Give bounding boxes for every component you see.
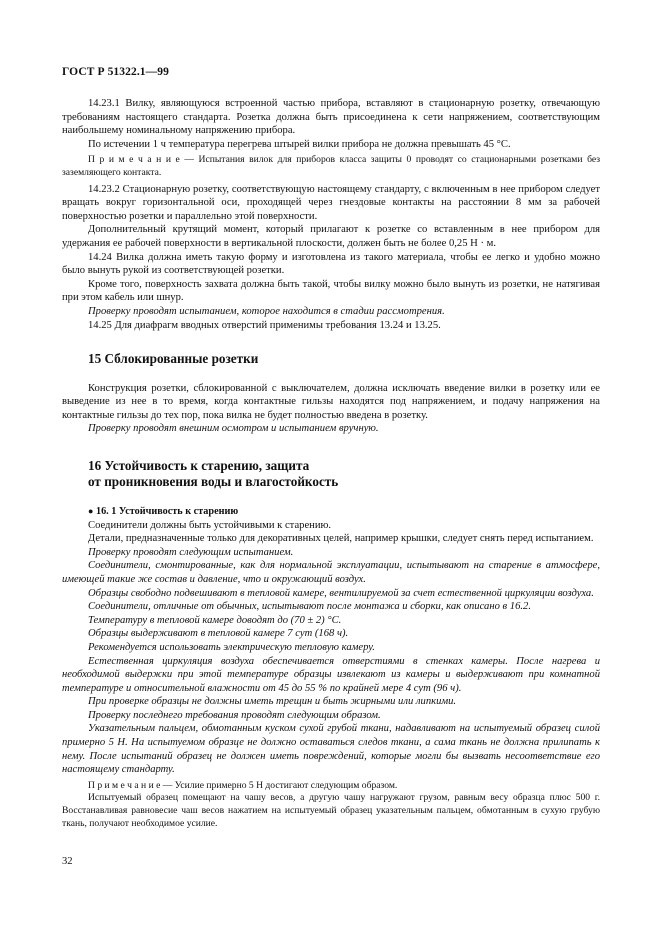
document-header: ГОСТ Р 51322.1—99 bbox=[62, 66, 169, 78]
paragraph: 14.23.2 Стационарную розетку, соответствующую настоящему стандарту, с включенным в нее прибором следует вращать вокруг горизонтальной оси, проходящей через гнездовые контакты на расстоянии 8 мм за рабочей поверхностью розетки и параллельно этой поверхности. bbox=[62, 183, 600, 222]
italic-paragraph: Образцы свободно подвешивают в тепловой камере, вентилируемой за счет естественной циркуляции воздуха. bbox=[88, 587, 594, 599]
italic-paragraph: При проверке образцы не должны иметь трещин и быть жирными или липкими. bbox=[88, 696, 457, 708]
paragraph: Детали, предназначенные только для декоративных целей, например крышки, следует снять перед испытанием. bbox=[88, 533, 594, 545]
section-heading-line: 16 Устойчивость к старению, защита bbox=[88, 457, 310, 473]
italic-paragraph: Образцы выдерживают в тепловой камере 7 сут (168 ч). bbox=[88, 628, 349, 640]
paragraph: Кроме того, поверхность захвата должна быть такой, чтобы вилку можно было вынуть из розетки, не натягивая при этом кабель или шнур. bbox=[62, 278, 600, 304]
page-content bbox=[62, 97, 600, 830]
italic-paragraph: Проверку проводят следующим испытанием. bbox=[88, 546, 294, 558]
paragraph: Дополнительный крутящий момент, который прилагают к розетке со вставленным в нее прибором для удержания ее рабочей поверхности в вертикальной плоскости, должен быть не более 0,25 Н · м. bbox=[62, 224, 600, 249]
note: П р и м е ч а н и е — Испытания вилок для приборов класса защиты 0 проводят со стационарными розетками без заземляющего контакта. bbox=[62, 154, 600, 178]
check-method: Проверку проводят внешним осмотром и испытанием вручную. bbox=[88, 423, 379, 435]
note: П р и м е ч а н и е — Усилие примерно 5 Н достигают следующим образом. bbox=[88, 779, 398, 791]
page-number: 32 bbox=[62, 856, 73, 867]
subsection-heading bbox=[88, 505, 600, 519]
italic-paragraph: Проверку последнего требования проводят следующим образом. bbox=[88, 709, 381, 721]
italic-paragraph: Соединители, смонтированные, как для нормальной эксплуатации, испытывают на старение в атмосфере, имеющей такие же состав и давление, что и окружающий воздух. bbox=[62, 560, 600, 585]
subsection-title: 16. 1 Устойчивость к старению bbox=[95, 505, 239, 517]
note-paragraph: Испытуемый образец помещают на чашу весов, а другую чашу нагружают грузом, равным весу образца плюс 500 г. Восстанавливая равновесие чаш весов нажатием на испытуемый образец указательным пальцем, обмотанным в сухую грубую ткань, получают необходимое усилие. bbox=[62, 792, 600, 829]
paragraph: 14.25 Для диафрагм вводных отверстий применимы требования 13.24 и 13.25. bbox=[88, 319, 441, 331]
paragraph: По истечении 1 ч температура перегрева штырей вилки прибора не должна превышать 45 °С. bbox=[88, 138, 511, 150]
section-heading-line: от проникновения воды и влагостойкость bbox=[88, 474, 339, 490]
check-method: Проверку проводят испытанием, которое находится в стадии рассмотрения. bbox=[88, 305, 445, 317]
paragraph: 14.23.1 Вилку, являющуюся встроенной частью прибора, вставляют в стационарную розетку, отвечающую требованиям настоящего стандарта. Розетка должна быть присоединена к сети напряжением, соответствующим наибольшему номинальному напряжению прибора. bbox=[62, 98, 600, 137]
paragraph: Конструкция розетки, сблокированной с выключателем, должна исключать введение вилки в розетку или ее выведение из нее в то время, когда контактные гильзы находятся под напряжением, и подачу напряжения на контактные гильзы до тех пор, пока вилка не будет полностью введена в розетку. bbox=[62, 382, 600, 421]
italic-paragraph: Естественная циркуляция воздуха обеспечивается отверстиями в стенках камеры. После нагрева и необходимой выдержки при этой температуре образцы извлекают из камеры и выдерживают при комнатной температуре и относительной влажности от 45 до 55 % по крайней мере 4 сут (96 ч). bbox=[62, 655, 600, 694]
bullet-icon: ● bbox=[88, 505, 94, 516]
italic-paragraph: Рекомендуется использовать электрическую тепловую камеру. bbox=[88, 641, 375, 653]
paragraph: Соединители должны быть устойчивыми к старению. bbox=[88, 519, 332, 531]
paragraph: 14.24 Вилка должна иметь такую форму и изготовлена из такого материала, чтобы ее легко и удобно можно было вынуть рукой из соответствующей розетки. bbox=[62, 251, 600, 277]
italic-paragraph: Указательным пальцем, обмотанным куском сухой грубой ткани, надавливают на испытуемый образец силой примерно 5 Н. На испытуемом образце не должно оставаться следов ткани, а сама ткань не должна прилипать к нему. После испытаний образец не должен иметь повреждений, которые могли бы вызвать несоответствие его настоящему стандарту. bbox=[62, 723, 600, 776]
italic-paragraph: Соединители, отличные от обычных, испытывают после монтажа и сборки, как описано в 16.2. bbox=[88, 601, 531, 613]
section-heading: 15 Сблокированные розетки bbox=[88, 351, 259, 367]
section-heading bbox=[88, 458, 600, 491]
italic-paragraph: Температуру в тепловой камере доводят до (70 ± 2) °С. bbox=[88, 614, 342, 626]
